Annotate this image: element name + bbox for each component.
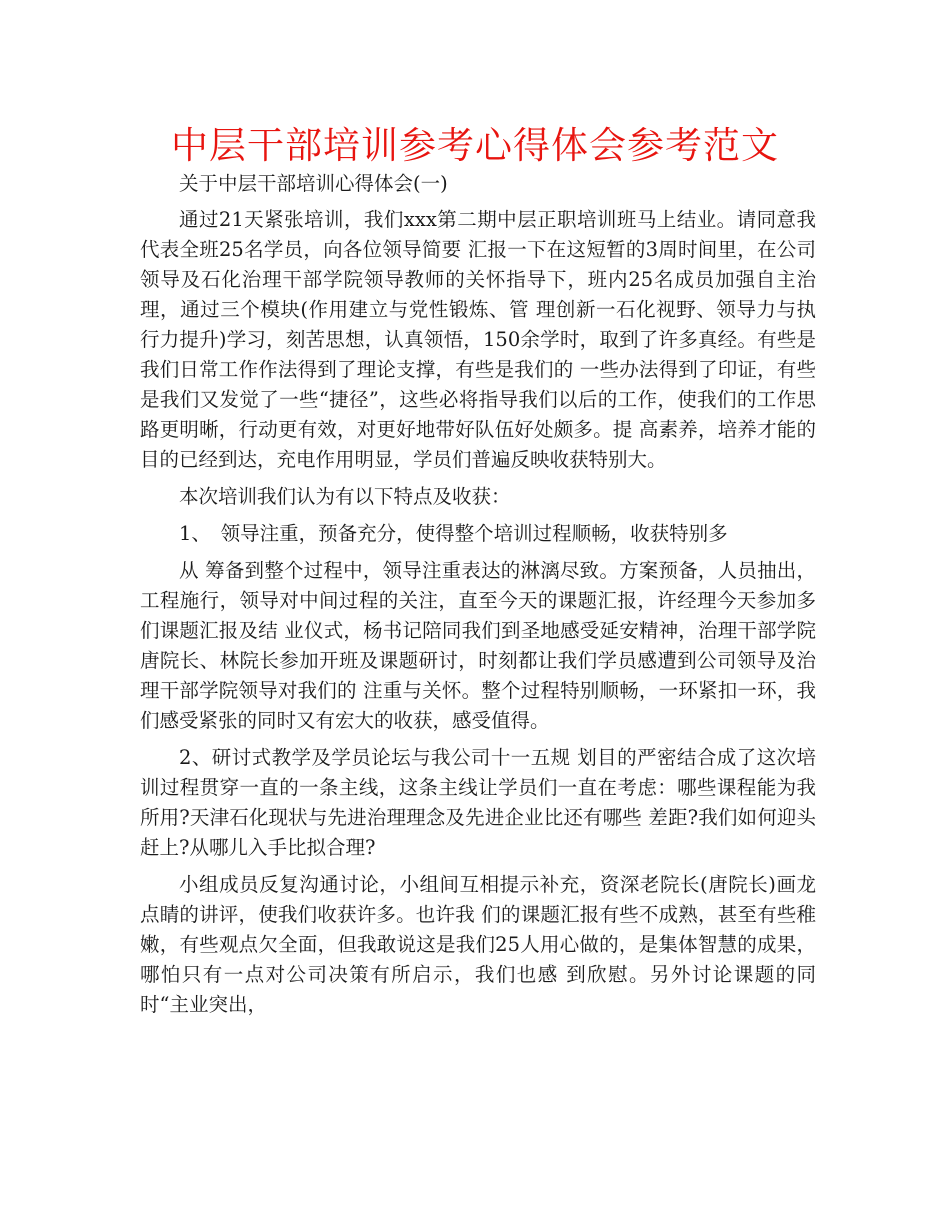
page-title: 中层干部培训参考心得体会参考范文	[171, 124, 779, 167]
paragraph-point-2: 2、研讨式教学及学员论坛与我公司十一五规 划目的严密结合成了这次培训过程贯穿一直的一条主线，这条主线让学员们一直在考虑：哪些课程能为我所用?天津石化现状与先进治理理念及先进企业比还有哪些 差距?我们如何迎头赶上?从哪儿入手比拟合理?	[140, 746, 816, 859]
paragraph-features-heading: 本次培训我们认为有以下特点及收获：	[179, 485, 511, 508]
paragraph-intro: 通过21天紧张培训，我们xxx第二期中层正职培训班马上结业。请同意我代表全班25名学员，向各位领导简要 汇报一下在这短暂的3周时间里，在公司领导及石化治理干部学院领导教师的关怀指导下，班内25名成员加强自主治理，通过三个模块(作用建立与党性锻炼、管 理创新一石化视野、领导力与执行力提升)学习，刻苦思想，认真领悟，150余学时，取到了许多真经。有些是我们日常工作作法得到了理论支撑，有些是我们的 一些办法得到了印证，有些是我们又发觉了一些“捷径”，这些必将指导我们以后的工作，使我们的工作思路更明晰，行动更有效，对更好地带好队伍好处颇多。提 高素养，培养才能的目的已经到达，充电作用明显，学员们普遍反映收获特别大。	[140, 208, 816, 471]
paragraph-point-1-detail: 从 筹备到整个过程中，领导注重表达的淋漓尽致。方案预备，人员抽出，工程施行，领导对中间过程的关注，直至今天的课题汇报，许经理今天参加多们课题汇报及结 业仪式，杨书记陪同我们到圣地感受延安精神，治理干部学院唐院长、林院长参加开班及课题研讨，时刻都让我们学员感遭到公司领导及治理干部学院领导对我们的 注重与关怀。整个过程特别顺畅，一环紧扣一环，我们感受紧张的同时又有宏大的收获，感受值得。	[140, 559, 816, 732]
document-subtitle: 关于中层干部培训心得体会(一)	[179, 172, 448, 195]
document-body	[140, 169, 816, 1027]
paragraph-point-1: 1、 领导注重，预备充分，使得整个培训过程顺畅，收获特别多	[179, 522, 728, 545]
paragraph-group-discussion: 小组成员反复沟通讨论，小组间互相提示补充，资深老院长(唐院长)画龙点睛的讲评，使我们收获许多。也许我 们的课题汇报有些不成熟，甚至有些稚嫩，有些观点欠全面，但我敢说这是我们25人用心做的，是集体智慧的成果，哪怕只有一点对公司决策有所启示，我们也感 到欣慰。另外讨论课题的同时“主业突出，	[140, 873, 816, 1016]
